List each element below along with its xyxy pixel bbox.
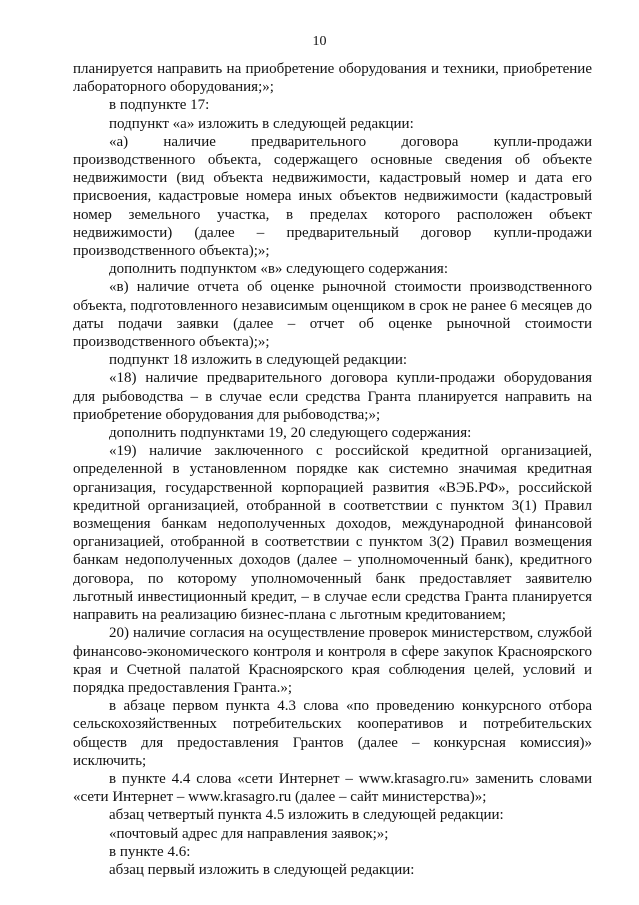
paragraph: в абзаце первом пункта 4.3 слова «по проведению конкурсного отбора сельскохозяйственных потребительских кооперативов и потребительских обществ для предоставления Грантов (далее – конкурсная комиссия)» исключить; (73, 698, 592, 769)
paragraph: подпункт 18 изложить в следующей редакции: (109, 352, 408, 369)
paragraph: «в) наличие отчета об оценке рыночной стоимости производственного объекта, подготовленного независимым оценщиком в срок не ранее 6 месяцев до даты подачи заявки (далее – отчет об оценке рыночной стоимости производственного объекта);»; (73, 279, 592, 351)
document-body (73, 60, 592, 879)
paragraph: подпункт «а» изложить в следующей редакции: (109, 115, 414, 132)
paragraph: абзац первый изложить в следующей редакции: (109, 861, 415, 878)
paragraph: «18) наличие предварительного договора купли-продажи оборудования для рыбоводства – в случае если средства Гранта планируется направить на приобретение оборудования для рыбоводства;»; (73, 370, 592, 423)
paragraph: в пункте 4.6: (109, 843, 191, 860)
paragraph: абзац четвертый пункта 4.5 изложить в следующей редакции: (109, 807, 504, 824)
paragraph: дополнить подпунктами 19, 20 следующего содержания: (109, 425, 472, 442)
paragraph: 20) наличие согласия на осуществление проверок министерством, службой финансово-экономического контроля и контроля в сфере закупок Красноярского края и Счетной палатой Красноярского края соблюдения целей, условий и порядка предоставления Гранта.»; (73, 625, 592, 696)
paragraph: «19) наличие заключенного с российской кредитной организацией, определенной в установленном порядке как системно значимая кредитная организация, государственной корпорацией развития «ВЭБ.РФ», российской кредитной организацией, отобранной в соответствии с пунктом 3(1) Правил возмещения банкам недополученных доходов, международной финансовой организацией, отобранной в соответствии с пунктом 3(2) Правил возмещения банкам недополученных доходов (далее – уполномоченный банк), кредитного договора, по которому уполномоченный банк предоставляет заявителю льготный инвестиционный кредит, – в случае если средства Гранта планируется направить на реализацию бизнес-плана с льготным кредитованием; (73, 443, 592, 624)
paragraph: дополнить подпунктом «в» следующего содержания: (109, 261, 449, 278)
paragraph: в пункте 4.4 слова «сети Интернет – www.krasagro.ru» заменить словами «сети Интернет – www.krasagro.ru (далее – сайт министерства)»; (73, 770, 592, 806)
page-number: 10 (312, 34, 327, 49)
paragraph: «а) наличие предварительного договора купли-продажи производственного объекта, содержащего основные сведения об объекте недвижимости (вид объекта недвижимости, кадастровый номер и дата его присвоения, кадастровые номера иных объектов недвижимости (кадастровый номер земельного участка, в пределах которого расположен объект недвижимости) (далее – предварительный договор купли-продажи производственного объекта);»; (73, 133, 592, 260)
paragraph: в подпункте 17: (109, 97, 210, 114)
paragraph: «почтовый адрес для направления заявок;»; (109, 825, 389, 842)
paragraph: планируется направить на приобретение оборудования и техники, приобретение лабораторного оборудования;»; (73, 61, 592, 96)
